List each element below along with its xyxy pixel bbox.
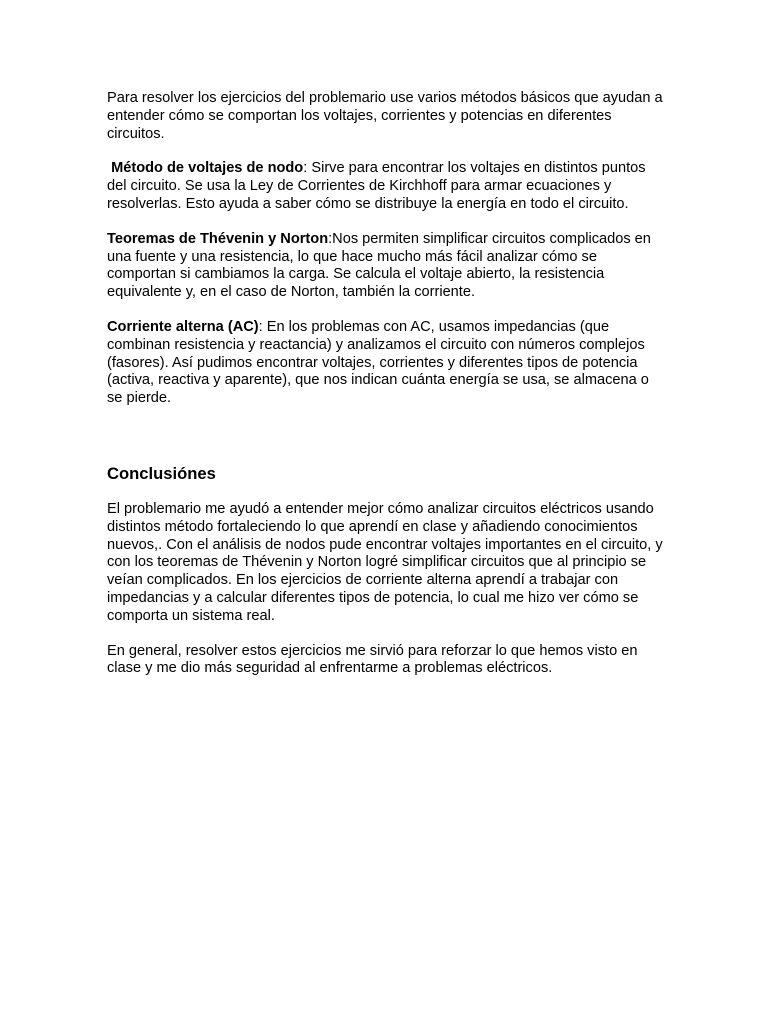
section-alternating-current [107, 319, 667, 408]
section-alternating-current-text: : En los problemas con AC, usamos impedancias (que combinan resistencia y reactancia) y analizamos el circuito con números complejos (fasores). Así pudimos encontrar voltajes, corrientes y diferentes tipos de potencia (activa, reactiva y aparente), que nos indican cuánta energía se usa, se almacena o se pierde. [107, 318, 649, 407]
section-thevenin-norton-text: :Nos permiten simplificar circuitos complicados en una fuente y una resistencia, lo que hace mucho más fácil analizar cómo se comportan si cambiamos la carga. Se calcula el voltaje abierto, la resistencia equivalente y, en el caso de Norton, también la corriente. [107, 230, 651, 301]
section-alternating-current-term: Corriente alterna (AC) [107, 318, 259, 335]
section-thevenin-norton-term: Teoremas de Thévenin y Norton [107, 230, 329, 247]
intro-paragraph: Para resolver los ejercicios del problemario use varios métodos básicos que ayudan a entender cómo se comportan los voltajes, corrientes y potencias en diferentes circuitos. [107, 90, 663, 142]
section-node-voltage-term: Método de voltajes de nodo [111, 160, 304, 177]
section-thevenin-norton [107, 231, 667, 302]
section-node-voltage [107, 160, 667, 213]
conclusions-heading: Conclusiónes [107, 463, 216, 483]
document-page [107, 90, 667, 678]
section-node-voltage-text: : Sirve para encontrar los voltajes en distintos puntos del circuito. Se usa la Ley de Corrientes de Kirchhoff para armar ecuaciones y resolverlas. Esto ayuda a saber cómo se distribuye la energía en todo el circuito. [107, 160, 646, 212]
conclusions-paragraph-1: El problemario me ayudó a entender mejor cómo analizar circuitos eléctricos usando distintos método fortaleciendo lo que aprendí en clase y añadiendo conocimientos nuevos,. Con el análisis de nodos pude encontrar voltajes importantes en el circuito, y con los teoremas de Thévenin y Norton logré simplificar circuitos que al principio se veían complicados. En los ejercicios de corriente alterna aprendí a trabajar con impedancias y a calcular diferentes tipos de potencia, lo cual me hizo ver cómo se comporta un sistema real. [107, 500, 663, 624]
conclusions-paragraph-2: En general, resolver estos ejercicios me sirvió para reforzar lo que hemos visto en clase y me dio más seguridad al enfrentarme a problemas eléctricos. [107, 642, 638, 677]
